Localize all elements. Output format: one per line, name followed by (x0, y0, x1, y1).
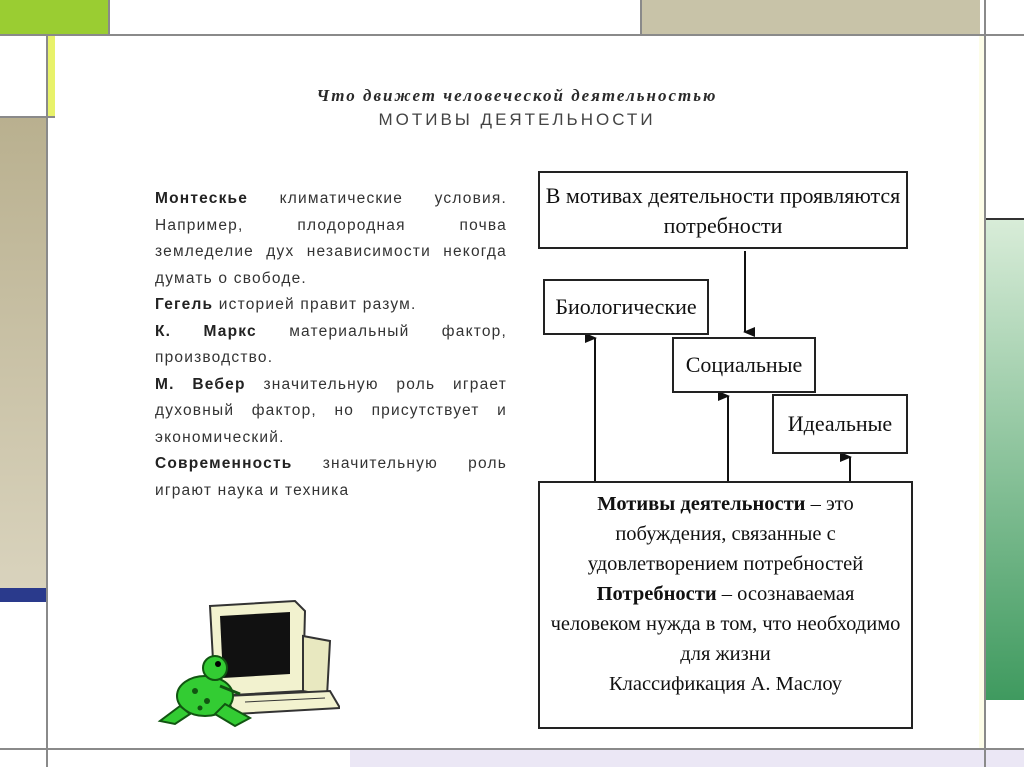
thinker-name: Гегель (155, 296, 214, 313)
frame-bottom-lavender (350, 750, 1024, 767)
needs-header-box: В мотивах деятельности проявляются потребности (538, 171, 908, 249)
definition-needs (550, 579, 901, 669)
frame-blue-bar (0, 588, 46, 602)
classification-label: Классификация А. Маслоу (608, 673, 843, 695)
page-title: Что движет человеческой деятельностью (316, 86, 718, 105)
frame-line (108, 0, 110, 34)
thinker-name: Современность (155, 455, 293, 472)
thinker-view: материальный фактор, производство. (155, 322, 507, 366)
definitions-box (538, 481, 913, 729)
thinker-name: К. Маркс (155, 322, 257, 340)
frame-line (46, 34, 48, 767)
frame-line (640, 0, 642, 34)
definition-term: Потребности (596, 583, 717, 605)
frame-green-block (0, 0, 110, 34)
thinker-view: климатические условия. Например, плодородная почва земледелие дух независимости некогда думать о свободе. (155, 190, 507, 287)
frame-tan-block-left (0, 118, 46, 588)
thinker-name: М. Вебер (155, 375, 246, 393)
definition-text: – осознаваемая человеком нужда в том, что необходимо для жизни (550, 583, 901, 665)
need-social-box: Социальные (672, 337, 816, 393)
thinker-name: Монтескье (155, 190, 249, 207)
thinker-view: значительную роль играют наука и техника (155, 455, 507, 499)
thinker-view: историей правит разум. (218, 296, 417, 313)
frame-side-green (986, 220, 1024, 700)
definition-text: – это побуждения, связанные с удовлетворением потребностей (587, 493, 864, 575)
need-biological-box: Биологические (543, 279, 709, 335)
frame-line (986, 218, 1024, 220)
frame-line (984, 0, 986, 767)
definition-motives (550, 489, 901, 579)
need-ideal-box: Идеальные (772, 394, 908, 454)
frame-line (0, 748, 1024, 750)
definition-term: Мотивы деятельности (597, 493, 806, 515)
page-subtitle: МОТИВЫ ДЕЯТЕЛЬНОСТИ (378, 110, 656, 129)
frame-tan-block-top (640, 0, 980, 34)
computer-frog-clipart-icon (155, 596, 340, 731)
thinker-view: значительную роль играет духовный фактор, но присутствует и экономический. (155, 375, 507, 446)
document-page (55, 36, 979, 748)
